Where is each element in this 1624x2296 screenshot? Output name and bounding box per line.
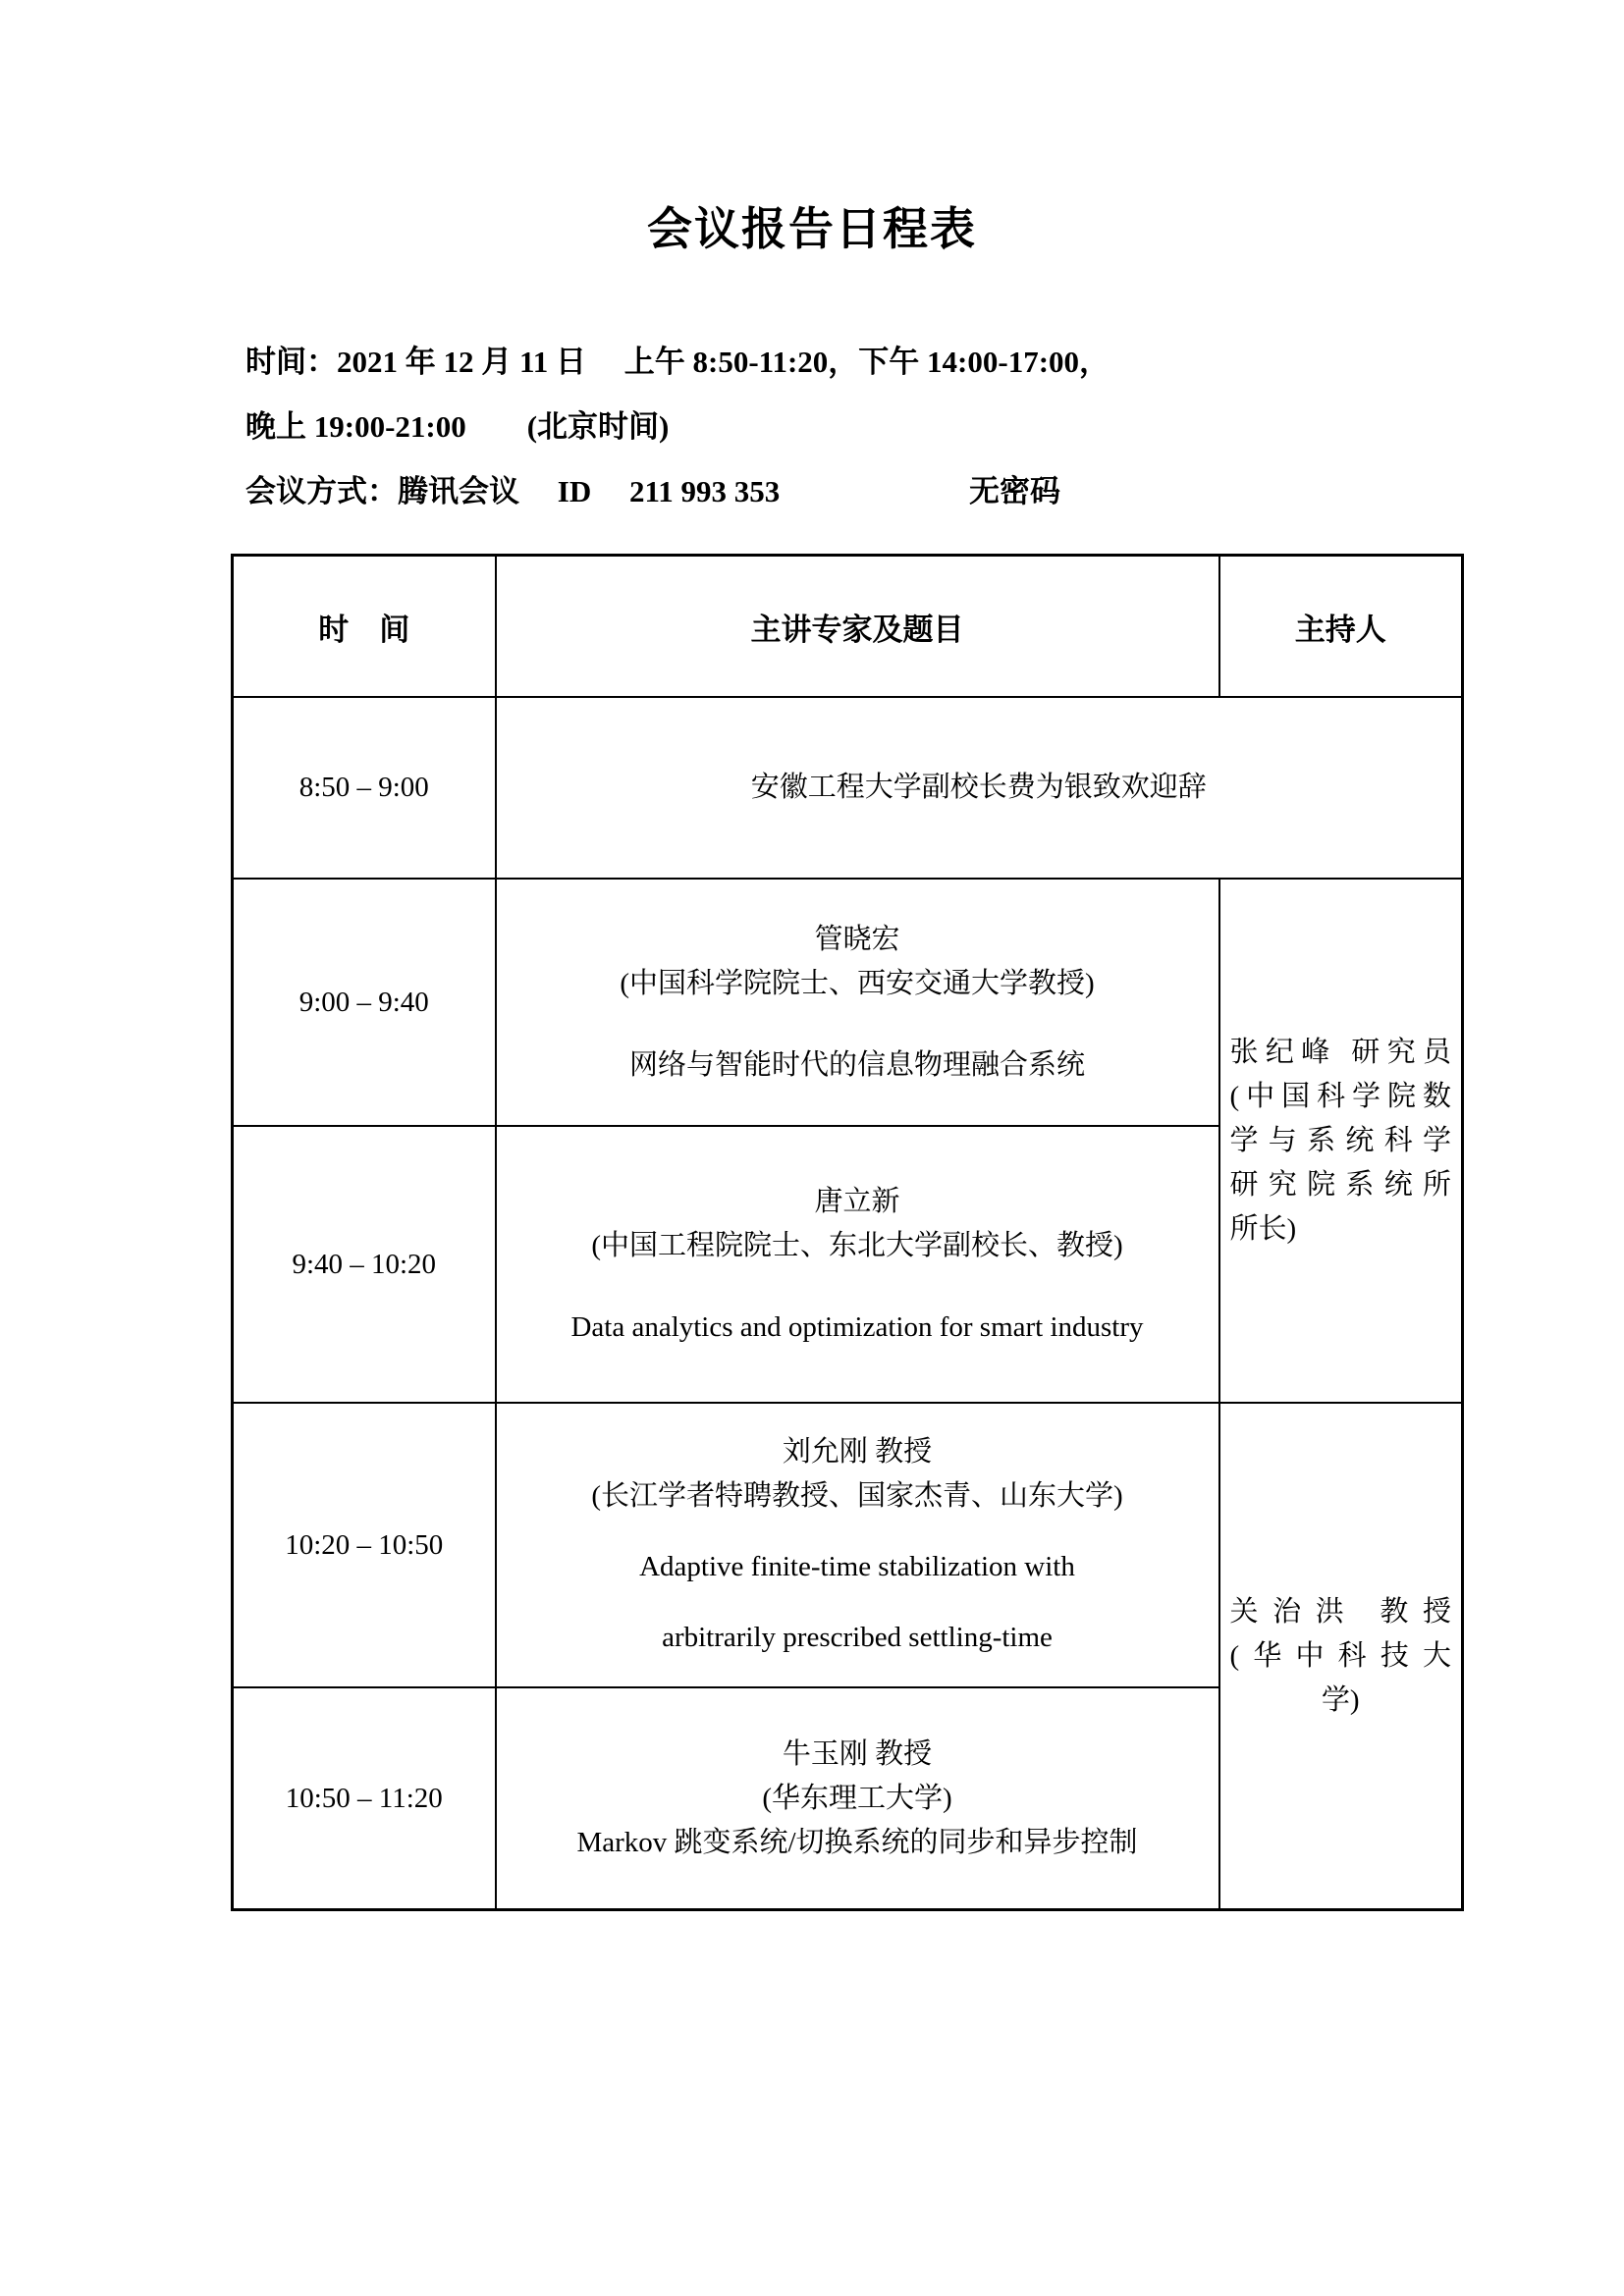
speaker-name: 牛玉刚 教授 xyxy=(782,1737,933,1770)
speaker-name: 刘允刚 教授 xyxy=(782,1436,933,1468)
speaker-affiliation: (长江学者特聘教授、国家杰青、山东大学) xyxy=(591,1480,1123,1513)
welcome-speech-text: 安徽工程大学副校长费为银致欢迎辞 xyxy=(750,772,1207,804)
talk-title: Data analytics and optimization for smart industry xyxy=(570,1310,1144,1343)
meeting-date-line: 时间：2021 年 12 月 11 日 上午 8:50-11:20，下午 14:00-17:00， xyxy=(245,344,1110,379)
host-affiliation-line: 学) xyxy=(1321,1683,1360,1716)
speaker-cell-talk1 xyxy=(496,879,1219,1126)
talk-title: 网络与智能时代的信息物理融合系统 xyxy=(628,1048,1085,1081)
column-header-speaker-topic: 主讲专家及题目 xyxy=(496,555,1219,697)
host-affiliation-line: 学与系统科学 xyxy=(1229,1124,1451,1156)
host-cell-guan-zhihong xyxy=(1219,1403,1463,1909)
time-cell-talk3: 10:20 – 10:50 xyxy=(233,1403,496,1687)
speaker-name: 管晓宏 xyxy=(814,923,900,955)
meeting-method-line xyxy=(245,459,1467,524)
time-cell-talk4: 10:50 – 11:20 xyxy=(233,1687,496,1909)
talk-title: Markov 跳变系统/切换系统的同步和异步控制 xyxy=(576,1826,1138,1858)
no-password-text: 无密码 xyxy=(969,473,1060,508)
meeting-evening-line: 晚上 19:00-21:00 (北京时间) xyxy=(245,408,670,444)
talk-title-line: arbitrarily prescribed settling-time xyxy=(662,1622,1053,1654)
host-name: 张纪峰 研究员 xyxy=(1229,1036,1451,1068)
welcome-speech-cell xyxy=(496,697,1463,879)
column-header-time: 时 间 xyxy=(233,555,496,697)
speaker-affiliation: (华东理工大学) xyxy=(762,1782,952,1814)
page-title: 会议报告日程表 xyxy=(647,204,977,254)
host-affiliation-line: (华中科技大 xyxy=(1229,1639,1451,1672)
talk-title-line: Adaptive finite-time stabilization with xyxy=(639,1551,1075,1583)
table-row-liu-yungang xyxy=(233,1403,1463,1687)
meeting-id-text: 会议方式：腾讯会议 ID 211 993 353 xyxy=(245,473,781,508)
time-cell-welcome: 8:50 – 9:00 xyxy=(233,697,496,879)
speaker-name: 唐立新 xyxy=(814,1185,900,1217)
host-name: 关治洪 教授 xyxy=(1229,1595,1451,1628)
speaker-cell-talk4 xyxy=(496,1687,1219,1909)
speaker-affiliation: (中国科学院院士、西安交通大学教授) xyxy=(620,967,1095,999)
meeting-info-block xyxy=(245,330,1467,524)
time-cell-talk1: 9:00 – 9:40 xyxy=(233,879,496,1126)
column-header-host: 主持人 xyxy=(1219,555,1463,697)
time-cell-talk2: 9:40 – 10:20 xyxy=(233,1126,496,1403)
schedule-table xyxy=(231,554,1464,1911)
host-cell-zhang-jifeng xyxy=(1219,879,1463,1403)
speaker-cell-talk3 xyxy=(496,1403,1219,1687)
speaker-cell-talk2 xyxy=(496,1126,1219,1403)
host-affiliation-line: (中国科学院数 xyxy=(1229,1080,1451,1112)
host-affiliation-line: 所长) xyxy=(1229,1212,1297,1245)
speaker-affiliation: (中国工程院院士、东北大学副校长、教授) xyxy=(591,1229,1123,1261)
table-header-row xyxy=(233,555,1463,697)
table-row-welcome xyxy=(233,697,1463,879)
table-row-guan-xiaohong xyxy=(233,879,1463,1126)
host-affiliation-line: 研究院系统所 xyxy=(1229,1168,1451,1201)
